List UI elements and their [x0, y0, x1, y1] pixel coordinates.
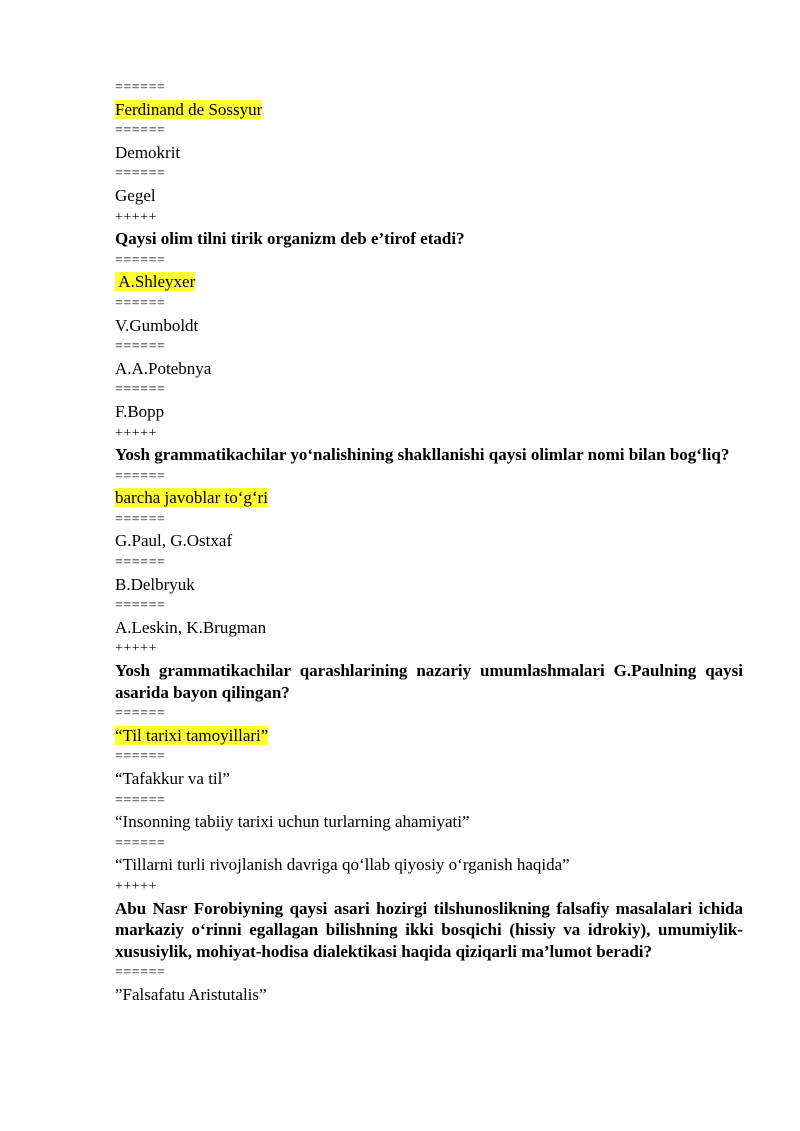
answer-separator: ======	[115, 706, 166, 722]
answer-separator: ======	[115, 792, 166, 808]
answer-option-text: G.Paul, G.Ostxaf	[115, 531, 233, 551]
answer-option-text: F.Bopp	[115, 401, 165, 421]
answer-option-text: “Tillarni turli rivojlanish davriga qo‘llab qiyosiy o‘rganish haqida”	[115, 855, 570, 875]
answer-separator: ======	[115, 749, 166, 765]
correct-answer-option	[115, 271, 743, 293]
answer-separator: ======	[115, 252, 166, 268]
answer-option-text: Demokrit	[115, 142, 181, 162]
answer-option	[115, 768, 743, 790]
answer-option	[115, 315, 743, 337]
answer-option	[115, 358, 743, 380]
answer-option	[115, 811, 743, 833]
answer-option-text: “Til tarixi tamoyillari”	[115, 725, 269, 745]
answer-separator: ======	[115, 555, 166, 571]
correct-answer-option	[115, 725, 743, 747]
answer-option	[115, 142, 743, 164]
answer-separator: ======	[115, 80, 166, 95]
answer-separator: ======	[115, 835, 166, 851]
answer-separator: ======	[115, 598, 166, 614]
question-delimiter: +++++	[115, 641, 157, 657]
answer-option	[115, 574, 743, 596]
answer-option-text: A.Shleyxer	[115, 272, 196, 292]
correct-answer-option	[115, 487, 743, 509]
answer-option	[115, 530, 743, 552]
answer-separator: ======	[115, 295, 166, 311]
answer-option	[115, 854, 743, 876]
answer-separator: ======	[115, 468, 166, 484]
question-delimiter: +++++	[115, 209, 157, 225]
answer-option-text: B.Delbryuk	[115, 574, 195, 594]
question-text: Abu Nasr Forobiyning qaysi asari hozirgi tilshunoslikning falsafiy masalalari ichida markaziy o‘rinni egallagan bilishning ikki bosqichi (hissiy va idrokiy), umumiylik-xususiylik, mohiyat-hodisa dialektikasi haqida qiziqarli ma’lumot beradi?	[115, 898, 743, 961]
correct-answer-option	[115, 99, 743, 121]
answer-option-text: V.Gumboldt	[115, 315, 199, 335]
answer-separator: ======	[115, 511, 166, 527]
answer-option-text: ”Falsafatu Aristutalis”	[115, 984, 267, 1004]
answer-separator: ======	[115, 339, 166, 355]
answer-option-text: Ferdinand de Sossyur	[115, 99, 263, 119]
answer-option-text: barcha javoblar to‘g‘ri	[115, 488, 268, 508]
question-delimiter: +++++	[115, 425, 157, 441]
answer-option-text: A.Leskin, K.Brugman	[115, 617, 267, 637]
question-delimiter: +++++	[115, 878, 157, 894]
answer-option-text: A.A.Potebnya	[115, 358, 212, 378]
answer-option	[115, 617, 743, 639]
question-text: Yosh grammatikachilar yo‘nalishining shakllanishi qaysi olimlar nomi bilan bog‘liq?	[115, 445, 730, 465]
answer-separator: ======	[115, 166, 166, 182]
answer-option	[115, 185, 743, 207]
question-text: Yosh grammatikachilar qarashlarining nazariy umumlashmalari G.Paulning qaysi asarida bayon qilingan?	[115, 661, 743, 702]
answer-separator: ======	[115, 965, 166, 981]
answer-option-text: Gegel	[115, 185, 156, 205]
quiz-document	[115, 77, 743, 1006]
answer-option	[115, 401, 743, 423]
answer-option	[115, 984, 743, 1006]
question-text: Qaysi olim tilni tirik organizm deb e’tirof etadi?	[115, 229, 465, 249]
answer-separator: ======	[115, 123, 166, 139]
answer-option-text: “Insonning tabiiy tarixi uchun turlarning ahamiyati”	[115, 812, 470, 832]
answer-separator: ======	[115, 382, 166, 398]
answer-option-text: “Tafakkur va til”	[115, 769, 230, 788]
